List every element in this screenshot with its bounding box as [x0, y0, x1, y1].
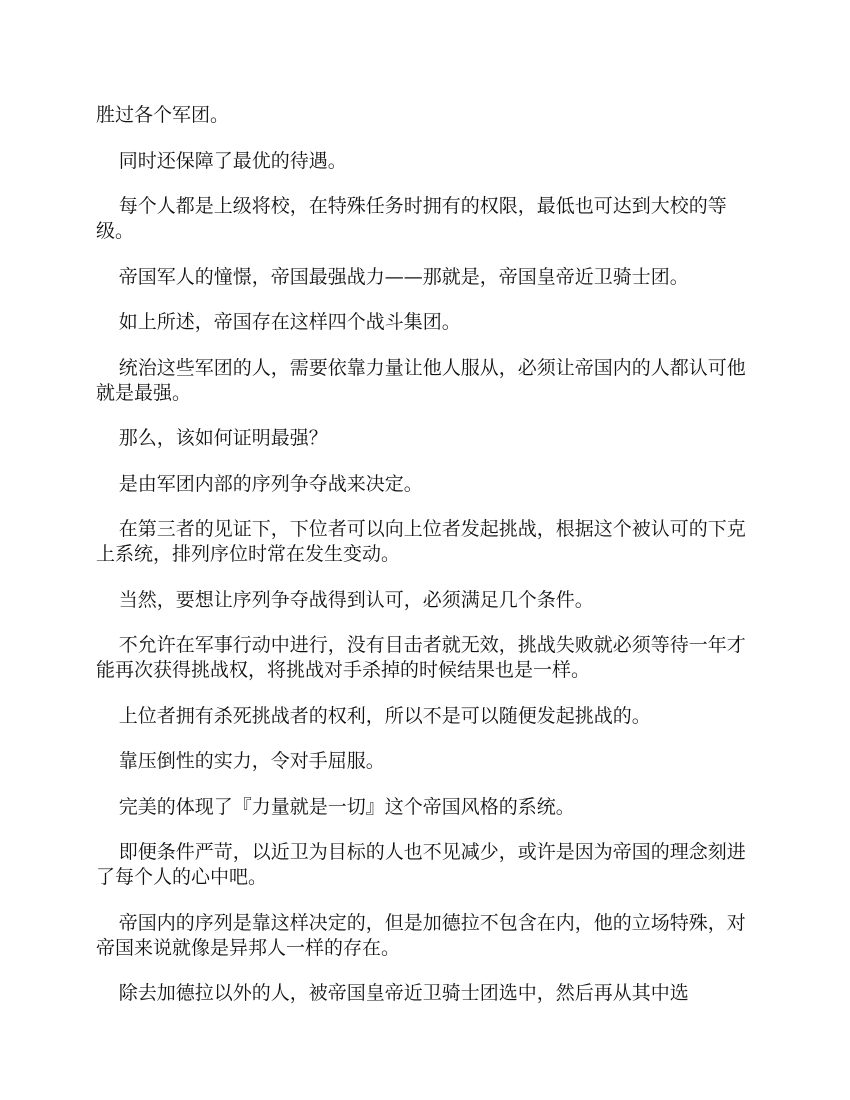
paragraph: 同时还保障了最优的待遇。 — [118, 149, 347, 172]
paragraph: 即便条件严苛，以近卫为目标的人也不见减少，或许是因为帝国的理念刻进了每个人的心中吧。 — [96, 841, 746, 888]
paragraph: 上位者拥有杀死挑战者的权利，所以不是可以随便发起挑战的。 — [118, 704, 651, 727]
paragraph: 除去加德拉以外的人，被帝国皇帝近卫骑士团选中，然后再从其中选 — [118, 982, 689, 1004]
paragraph: 每个人都是上级将校，在特殊任务时拥有的权限，最低也可达到大校的等级。 — [96, 195, 727, 242]
paragraph: 帝国内的序列是靠这样决定的，但是加德拉不包含在内，他的立场特殊，对帝国来说就像是异邦人一样的存在。 — [96, 911, 746, 959]
paragraph: 靠压倒性的实力，令对手屈服。 — [118, 750, 385, 772]
paragraph: 是由军团内部的序列争夺战来决定。 — [118, 472, 423, 495]
body-text — [96, 103, 752, 1027]
paragraph: 如上所述，帝国存在这样四个战斗集团。 — [118, 311, 461, 333]
paragraph: 在第三者的见证下，下位者可以向上位者发起挑战，根据这个被认可的下克上系统，排列序位时常在发生变动。 — [96, 518, 746, 565]
paragraph: 胜过各个军团。 — [96, 104, 230, 126]
paragraph: 那么，该如何证明最强？ — [118, 427, 328, 449]
paragraph: 帝国军人的憧憬，帝国最强战力——那就是，帝国皇帝近卫骑士团。 — [118, 265, 689, 288]
paragraph: 完美的体现了『力量就是一切』这个帝国风格的系统。 — [118, 795, 575, 818]
paragraph: 统治这些军团的人，需要依靠力量让他人服从，必须让帝国内的人都认可他就是最强。 — [96, 356, 746, 404]
paragraph: 不允许在军事行动中进行，没有目击者就无效，挑战失败就必须等待一年才能再次获得挑战权，将挑战对手杀掉的时候结果也是一样。 — [96, 634, 746, 681]
paragraph: 当然，要想让序列争夺战得到认可，必须满足几个条件。 — [118, 588, 594, 611]
